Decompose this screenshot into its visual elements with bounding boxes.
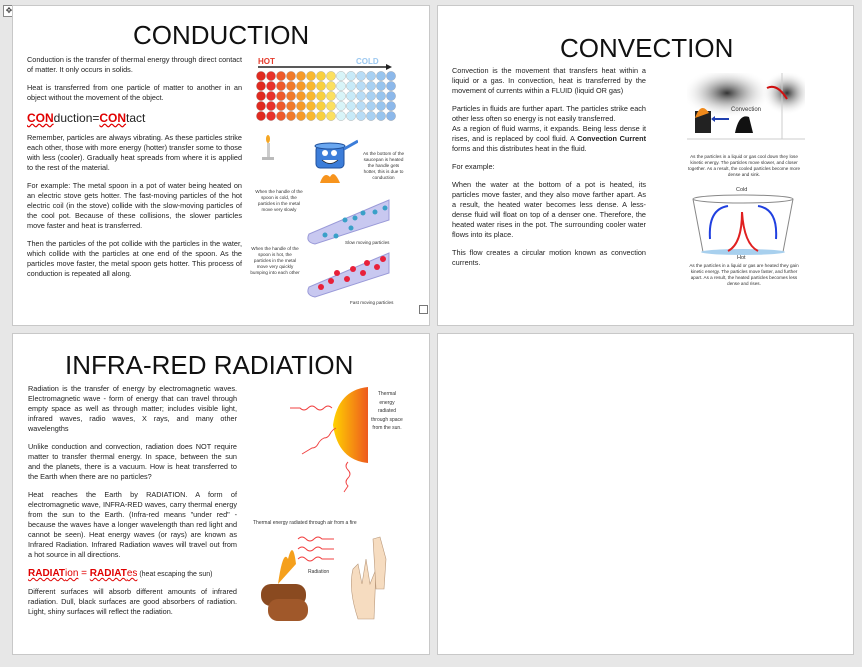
particle: [316, 111, 325, 120]
cold-spoon-caption: When the handle of the spoon is cold, the particles in the metal move very slowly: [255, 189, 303, 212]
slow-particles-label: Slow moving particles: [345, 240, 390, 245]
particle: [366, 81, 375, 90]
particle: [356, 111, 365, 120]
particle: [356, 101, 365, 110]
particle: [346, 81, 355, 90]
paragraph: Remember, particles are always vibrating. As these particles strike each other, those with more energy (hotter) transfer some to those with less (cooler). Gradually heat spreads from where it is applied to the rest of the material.: [27, 133, 242, 172]
paragraph: Heat reaches the Earth by RADIATION. A form of electromagnetic wave, INFRA-RED waves, carry thermal energy from the sun to the Earth. (Infra-red means "under red" - because the waves have a longer wavelength than red light and cannot be seen). Heat energy waves (or rays) are known as Infrared Radiation. Infrared Radiation waves will travel out from a hot source in all directions.: [28, 490, 237, 559]
particle: [256, 81, 265, 90]
paragraph: Unlike conduction and convection, radiation does NOT require matter to transfer thermal energy. In space, between the sun and the planets, there is a vacuum. How is heat transferred to the Earth when there are no particles?: [28, 442, 237, 481]
particle: [286, 101, 295, 110]
slide-convection[interactable]: [437, 5, 854, 326]
particle: [256, 111, 265, 120]
particle: [296, 101, 305, 110]
particle: [326, 71, 335, 80]
particle: [296, 91, 305, 100]
cold-label: COLD: [356, 57, 379, 66]
particle: [346, 111, 355, 120]
particle: [326, 81, 335, 90]
particle: [376, 111, 385, 120]
paragraph: For example:: [452, 162, 495, 171]
move-handle-icon[interactable]: ✥: [3, 5, 15, 17]
particle: [336, 111, 345, 120]
hot-spoon-illustration: [305, 251, 390, 299]
paragraph: Radiation is the transfer of energy by electromagnetic waves. Electromagnetic wave - form of energy that can travel through empty space as well as through matter; includes visible light, infrared waves, radio waves, X rays, and many other wavelengths: [28, 384, 237, 433]
particle: [386, 71, 395, 80]
paragraph: This flow creates a circular motion known as convection currents.: [452, 248, 646, 267]
particle: [296, 81, 305, 90]
text-column: [28, 384, 237, 617]
particle: [326, 111, 335, 120]
mnemonic-red: CON: [99, 111, 127, 125]
particle: [326, 91, 335, 100]
particle: [336, 101, 345, 110]
particle: [256, 101, 265, 110]
saucepan-caption: As the bottom of the saucepan is heated the handle gets hotter, this is due to conduction: [362, 151, 405, 180]
hot-spoon-caption: When the handle of the spoon is hot, the particles in the metal move very quickly bumping into each other: [250, 246, 300, 275]
particle: [316, 91, 325, 100]
fast-particles-label: Fast moving particles: [350, 300, 394, 305]
slide-empty[interactable]: [437, 333, 854, 655]
paragraph: Then the particles of the pot collide with the particles in the water, which collide with the particles at one end of the spoon. As the particles move faster, the metal spoon gets hotter. This process of conduction is repeated all along.: [27, 239, 242, 278]
particle: [266, 91, 275, 100]
particle: [386, 101, 395, 110]
particle: [346, 91, 355, 100]
radiation-label: Radiation: [308, 569, 330, 575]
mnemonic-eq: =: [78, 568, 90, 579]
paragraph: Particles in fluids are further apart. The particles strike each other less often so energy is not easily transferred.: [452, 104, 646, 123]
mnemonic-red: RADIAT: [89, 568, 127, 579]
cooling-caption: As the particles in a liquid or gas cool down they lose kinetic energy. The particles move slower, and closer together. As a result, the cooled particles become more dense and sink.: [687, 154, 801, 177]
particle: [286, 91, 295, 100]
particle: [366, 111, 375, 120]
mnemonic: [27, 111, 242, 125]
particle: [316, 81, 325, 90]
particle: [336, 71, 345, 80]
resize-handle[interactable]: [419, 305, 428, 314]
particle: [266, 101, 275, 110]
particle: [286, 81, 295, 90]
paragraph: Heat is transferred from one particle of matter to another in an object without the movement of the object.: [27, 83, 242, 102]
particle: [306, 91, 315, 100]
cold-spoon-illustration: [305, 198, 390, 246]
particle: [386, 91, 395, 100]
text-column: [27, 55, 242, 279]
particle: [296, 111, 305, 120]
slide-title: CONDUCTION: [133, 20, 310, 50]
particle: [276, 81, 285, 90]
paragraph: [452, 124, 646, 154]
slide-conduction[interactable]: [12, 5, 430, 326]
particle: [316, 101, 325, 110]
particle: [376, 71, 385, 80]
particle: [266, 111, 275, 120]
particle-gradient-diagram: [256, 64, 401, 126]
text: forms and this distributes heat in the fluid.: [452, 144, 587, 153]
convection-label: Convection: [731, 107, 762, 113]
particle: [336, 81, 345, 90]
slide-radiation[interactable]: [12, 333, 430, 655]
particle: [256, 91, 265, 100]
particle: [346, 71, 355, 80]
particle: [256, 71, 265, 80]
mnemonic-red: es: [126, 568, 138, 579]
particle: [276, 101, 285, 110]
particle: [266, 71, 275, 80]
text: As a region of fluid warms, it expands. Being less dense it rises, and is replaced by cool fluid. A: [452, 124, 646, 143]
particle: [356, 71, 365, 80]
burner-saucepan-illustration: [258, 131, 358, 189]
particle: [266, 81, 275, 90]
particle: [386, 111, 395, 120]
particle: [336, 91, 345, 100]
paragraph: When the water at the bottom of a pot is heated, its particles move faster, and they also move farther apart. As a result, the heated water becomes less dense. A less-dense fluid will float on top of a denser one. Therefore, the heated water rises in the pot. The surrounding cooler water flows into its place.: [452, 180, 646, 239]
particle: [286, 71, 295, 80]
particle: [276, 91, 285, 100]
particle: [306, 81, 315, 90]
campfire-hand-illustration: [258, 529, 398, 629]
mnemonic-red: CON: [27, 111, 54, 125]
sun-caption: Thermal energy radiated through space from the sun.: [371, 391, 403, 431]
mnemonic-red: RADIAT: [28, 568, 66, 579]
hot-label: Hot: [737, 255, 746, 261]
bold-term: Convection Current: [577, 134, 647, 143]
mnemonic: [28, 568, 237, 579]
heating-caption: As the particles in a liquid or gas are heated they gain kinetic energy. The particles move faster, and further apart. As a result, the heated particles becomes less dense and rises.: [689, 263, 799, 286]
particle: [376, 101, 385, 110]
paragraph: Convection is the movement that transfers heat within a liquid or a gas. In convection, heat is transferred by the movement of currents within a FLUID (liquid OR gas): [452, 66, 646, 95]
particle: [306, 101, 315, 110]
particle: [376, 81, 385, 90]
particle: [276, 71, 285, 80]
slide-title: INFRA-RED RADIATION: [65, 350, 354, 380]
particle: [306, 111, 315, 120]
particle: [356, 91, 365, 100]
particle: [296, 71, 305, 80]
convection-pot-diagram: [688, 194, 798, 260]
particle: [316, 71, 325, 80]
particle: [366, 101, 375, 110]
cold-label: Cold: [736, 187, 748, 193]
particle: [386, 81, 395, 90]
fire-caption: Thermal energy radiated through air from a fire: [253, 520, 357, 526]
particle: [376, 91, 385, 100]
particle: [276, 111, 285, 120]
particle: [346, 101, 355, 110]
paragraph: Different surfaces will absorb different amounts of infrared radiation. Dull, black surfaces are good absorbers of radiation. Light, shiny surfaces will reflect the radiation.: [28, 587, 237, 616]
mnemonic-red: ion: [65, 568, 79, 579]
mnemonic-text: duction=: [53, 111, 100, 125]
particle: [356, 81, 365, 90]
text-column: [452, 66, 646, 268]
mnemonic-note: (heat escaping the sun): [137, 571, 213, 578]
hot-label: HOT: [258, 57, 275, 66]
slide-title: CONVECTION: [560, 33, 734, 63]
paragraph: Conduction is the transfer of thermal energy through direct contact of matter. It only occurs in solids.: [27, 55, 242, 74]
sun-radiation-illustration: [268, 384, 378, 499]
particle: [366, 91, 375, 100]
particle: [286, 111, 295, 120]
particle: [326, 101, 335, 110]
mnemonic-text: tact: [126, 111, 146, 125]
particle: [306, 71, 315, 80]
particle: [366, 71, 375, 80]
paragraph: For example: The metal spoon in a pot of water being heated on an electric stove gets hotter. The fast-moving particles of the hot electric coil (in the stove) collide with the slow-moving particles of the cool pot. Because of these collisions, the slower particles move faster and heat is transferred.: [27, 181, 242, 230]
